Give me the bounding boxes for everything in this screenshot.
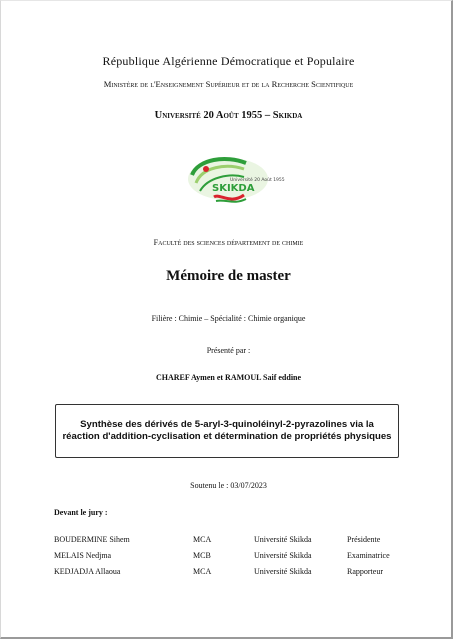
logo-text: SKIKDA xyxy=(212,183,255,194)
university-logo xyxy=(186,155,285,207)
jury-grade: MCB xyxy=(193,551,211,560)
jury-university: Université Skikda xyxy=(254,551,312,560)
jury-role: Rapporteur xyxy=(347,567,383,576)
filiere-line: Filière : Chimie – Spécialité : Chimie organique xyxy=(151,314,306,323)
jury-name: MELAIS Nedjma xyxy=(54,551,112,560)
jury-row xyxy=(0,551,457,565)
document-type-title: Mémoire de master xyxy=(166,268,291,284)
jury-university: Université Skikda xyxy=(254,567,312,576)
defense-date: Soutenu le : 03/07/2023 xyxy=(190,481,267,490)
authors-line: CHAREF Aymen et RAMOUL Saif eddine xyxy=(155,373,302,382)
jury-title: Devant le jury : xyxy=(54,508,108,517)
thesis-title-box xyxy=(55,404,399,458)
jury-role: Présidente xyxy=(347,535,381,544)
jury-row xyxy=(0,567,457,581)
jury-name: KEDJADJA Allaoua xyxy=(54,567,121,576)
jury-grade: MCA xyxy=(193,535,212,544)
thesis-title: Synthèse des dérivés de 5-aryl-3-quinoléinyl-2-pyrazolines via la réaction d'addition-cyclisation et détermination de propriétés physiques xyxy=(62,419,392,442)
jury-grade: MCA xyxy=(193,567,212,576)
jury-role: Examinatrice xyxy=(347,551,390,560)
jury-row xyxy=(0,535,457,549)
republic-heading: République Algérienne Démocratique et Populaire xyxy=(102,54,355,68)
jury-name: BOUDERMINE Sihem xyxy=(54,535,130,544)
university-heading: Université 20 Août 1955 – Skikda xyxy=(154,110,303,121)
presented-by-label: Présenté par : xyxy=(206,346,251,355)
faculty-line: Faculté des sciences département de chimie xyxy=(153,238,304,247)
logo-small-text: Université 20 Août 1955 xyxy=(230,178,285,183)
ministry-heading: Ministère de l'Enseignement Supérieur et de la Recherche Scientifique xyxy=(103,79,354,89)
jury-university: Université Skikda xyxy=(254,535,312,544)
